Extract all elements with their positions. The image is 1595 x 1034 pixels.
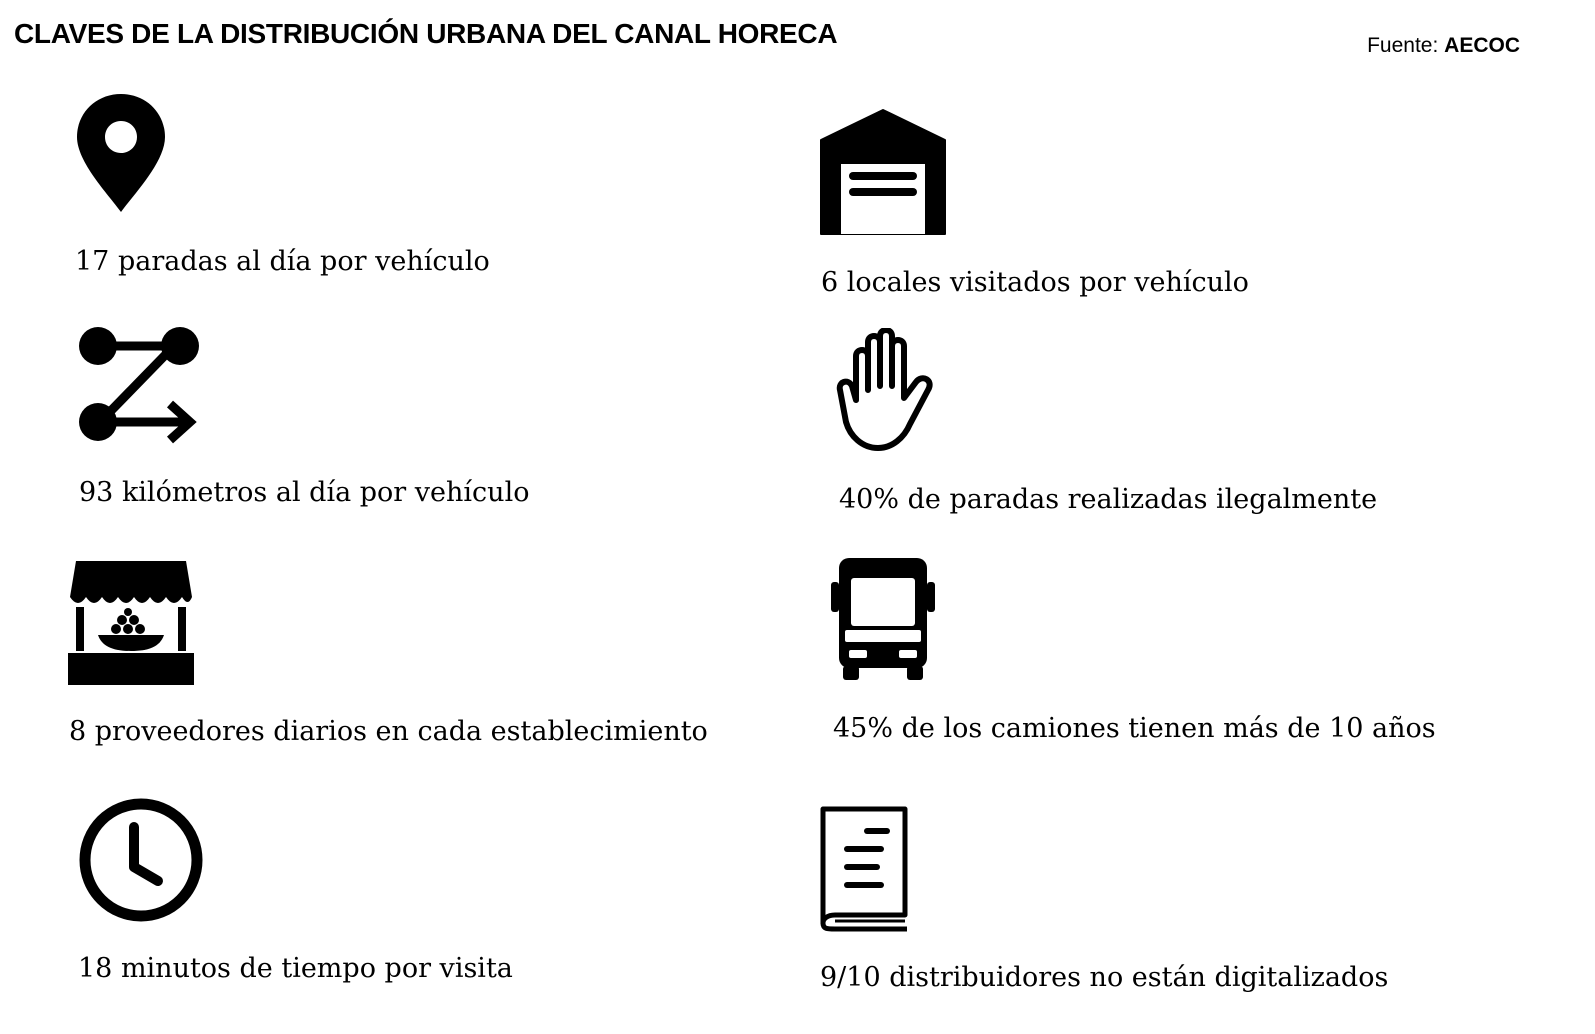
stat-label-venues: 6 locales visitados por vehículo bbox=[821, 267, 1249, 298]
market-stall-icon bbox=[68, 559, 194, 685]
stat-label-suppliers: 8 proveedores diarios en cada establecimiento bbox=[69, 716, 708, 747]
route-icon bbox=[76, 322, 206, 446]
stat-label-old-trucks: 45% de los camiones tienen más de 10 años bbox=[833, 713, 1436, 744]
source-credit bbox=[1367, 34, 1520, 58]
stat-label-visit-time: 18 minutos de tiempo por visita bbox=[78, 953, 513, 984]
clock-icon bbox=[78, 797, 204, 923]
stat-label-digitalization: 9/10 distribuidores no están digitalizados bbox=[820, 962, 1389, 993]
stat-label-illegal-stops: 40% de paradas realizadas ilegalmente bbox=[839, 484, 1378, 515]
warehouse-icon bbox=[819, 108, 947, 236]
truck-icon bbox=[831, 556, 935, 682]
hand-stop-icon bbox=[834, 328, 938, 454]
location-pin-icon bbox=[74, 90, 168, 216]
stat-label-stops: 17 paradas al día por vehículo bbox=[75, 246, 490, 277]
document-book-icon bbox=[819, 805, 911, 933]
page-title: CLAVES DE LA DISTRIBUCIÓN URBANA DEL CANAL HORECA bbox=[14, 18, 838, 49]
stat-label-kilometers: 93 kilómetros al día por vehículo bbox=[79, 477, 530, 508]
source-prefix: Fuente: bbox=[1367, 34, 1445, 57]
source-name: AECOC bbox=[1444, 34, 1520, 57]
